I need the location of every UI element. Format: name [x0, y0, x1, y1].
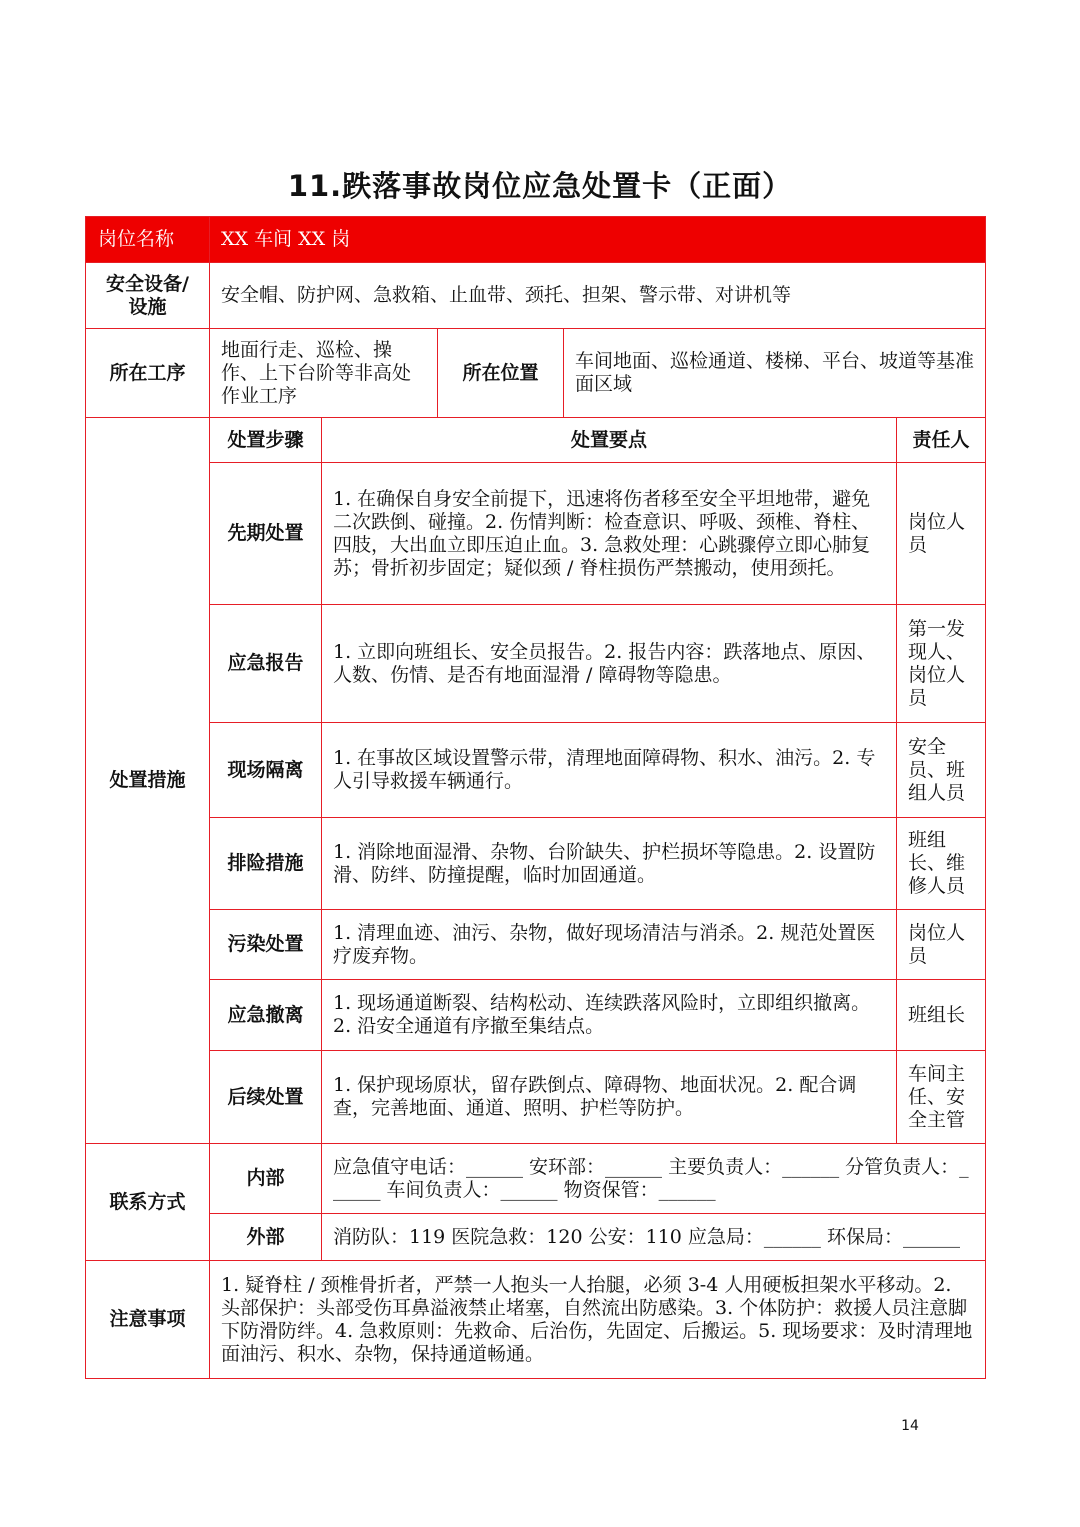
measure-row: [86, 723, 986, 818]
measure-owner: 班组长、维修人员: [897, 818, 986, 910]
measure-step: 现场隔离: [210, 723, 322, 818]
notes-value: 1. 疑脊柱 / 颈椎骨折者，严禁一人抱头一人抬腿，必须 3-4 人用硬板担架水平移动。2. 头部保护：头部受伤耳鼻溢液禁止堵塞，自然流出防感染。3. 个体防护：救援人员注意脚下防滑防绊。4. 急救原则：先救命、后治伤，先固定、后搬运。5. 现场要求：及时清理地面油污、积水、杂物，保持通道畅通。: [210, 1261, 986, 1379]
equipment-value: 安全帽、防护网、急救箱、止血带、颈托、担架、警示带、对讲机等: [210, 263, 986, 329]
measure-points: 1. 消除地面湿滑、杂物、台阶缺失、护栏损坏等隐患。2. 设置防滑、防绊、防撞提醒，临时加固通道。: [322, 818, 897, 910]
measure-row: [86, 980, 986, 1051]
process-value: 地面行走、巡检、操作、上下台阶等非高处作业工序: [210, 329, 438, 418]
measure-points: 1. 清理血迹、油污、杂物，做好现场清洁与消杀。2. 规范处置医疗废弃物。: [322, 910, 897, 980]
measure-row: [86, 463, 986, 605]
contact-external-row: [86, 1214, 986, 1261]
measure-owner: 第一发现人、岗位人员: [897, 605, 986, 723]
contact-internal-row: [86, 1144, 986, 1214]
notes-row: [86, 1261, 986, 1379]
contact-external-label: 外部: [210, 1214, 322, 1261]
measure-row: [86, 910, 986, 980]
contact-internal-value: 应急值守电话：______ 安环部：______ 主要负责人：______ 分管负责人：______ 车间负责人：______ 物资保管：______: [322, 1144, 986, 1214]
emergency-card-table: [85, 216, 986, 1379]
measure-step: 排险措施: [210, 818, 322, 910]
measure-row: [86, 1051, 986, 1144]
contact-label: 联系方式: [86, 1144, 210, 1261]
measure-step: 应急撤离: [210, 980, 322, 1051]
measure-points: 1. 在确保自身安全前提下，迅速将伤者移至安全平坦地带，避免二次跌倒、碰撞。2. 伤情判断：检查意识、呼吸、颈椎、脊柱、四肢，大出血立即压迫止血。3. 急救处理：心跳骤停立即心肺复苏；骨折初步固定；疑似颈 / 脊柱损伤严禁搬动，使用颈托。: [322, 463, 897, 605]
measure-step: 应急报告: [210, 605, 322, 723]
location-value: 车间地面、巡检通道、楼梯、平台、坡道等基准面区域: [564, 329, 986, 418]
measures-header-row: [86, 418, 986, 463]
measure-step: 先期处置: [210, 463, 322, 605]
post-value: XX 车间 XX 岗: [210, 217, 986, 263]
process-location-row: [86, 329, 986, 418]
post-label: 岗位名称: [86, 217, 210, 263]
notes-label: 注意事项: [86, 1261, 210, 1379]
measure-owner: 岗位人员: [897, 910, 986, 980]
measure-step: 后续处置: [210, 1051, 322, 1144]
contact-external-value: 消防队：119 医院急救：120 公安：110 应急局：______ 环保局：______: [322, 1214, 986, 1261]
post-row: [86, 217, 986, 263]
step-header: 处置步骤: [210, 418, 322, 463]
points-header: 处置要点: [322, 418, 897, 463]
equipment-label: 安全设备/设施: [86, 263, 210, 329]
contact-internal-label: 内部: [210, 1144, 322, 1214]
measure-points: 1. 立即向班组长、安全员报告。2. 报告内容：跌落地点、原因、人数、伤情、是否有地面湿滑 / 障碍物等隐患。: [322, 605, 897, 723]
process-label: 所在工序: [86, 329, 210, 418]
owner-header: 责任人: [897, 418, 986, 463]
location-label: 所在位置: [438, 329, 564, 418]
equipment-row: [86, 263, 986, 329]
page-title: 11.跌落事故岗位应急处置卡（正面）: [287, 169, 793, 203]
page-number: 14: [901, 1418, 919, 1434]
measure-points: 1. 保护现场原状，留存跌倒点、障碍物、地面状况。2. 配合调查，完善地面、通道、照明、护栏等防护。: [322, 1051, 897, 1144]
measures-label: 处置措施: [86, 418, 210, 1144]
measure-owner: 安全员、班组人员: [897, 723, 986, 818]
measure-points: 1. 现场通道断裂、结构松动、连续跌落风险时，立即组织撤离。2. 沿安全通道有序撤至集结点。: [322, 980, 897, 1051]
measure-points: 1. 在事故区域设置警示带，清理地面障碍物、积水、油污。2. 专人引导救援车辆通行。: [322, 723, 897, 818]
measure-step: 污染处置: [210, 910, 322, 980]
measure-owner: 岗位人员: [897, 463, 986, 605]
measure-row: [86, 605, 986, 723]
measure-row: [86, 818, 986, 910]
measure-owner: 车间主任、安全主管: [897, 1051, 986, 1144]
measure-owner: 班组长: [897, 980, 986, 1051]
